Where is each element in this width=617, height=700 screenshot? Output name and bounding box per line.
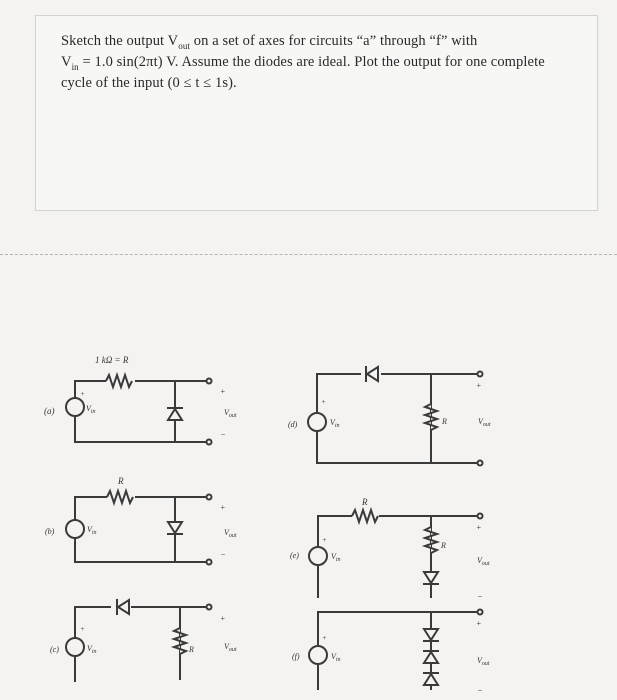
circuit-d-terminal-bottom bbox=[478, 461, 483, 466]
circuit-f-diode-2 bbox=[424, 652, 438, 663]
circuit-a-resistor bbox=[106, 375, 132, 387]
circuit-c-label: (c) bbox=[50, 645, 59, 654]
circuit-c-wire-top-left bbox=[75, 607, 111, 638]
circuit-a-vout-minus: – bbox=[221, 429, 225, 438]
circuit-e-resistor-side-label: R bbox=[441, 541, 446, 550]
circuit-c-resistor-label: R bbox=[189, 645, 194, 654]
circuit-e-vin-plus: + bbox=[322, 536, 327, 544]
circuit-c-source bbox=[66, 638, 84, 656]
circuit-a-vout-plus: + bbox=[220, 387, 226, 396]
circuit-c-vin: $V_{in}$ bbox=[87, 644, 97, 655]
circuit-f-diode-1 bbox=[424, 629, 438, 640]
circuit-a-source bbox=[66, 398, 84, 416]
circuit-b-diode bbox=[168, 522, 182, 533]
circuit-f-vin: $V_{in}$ bbox=[331, 652, 341, 663]
vout-subscript: out bbox=[178, 41, 191, 51]
circuit-d bbox=[308, 366, 483, 466]
circuit-c-vin-plus: + bbox=[80, 625, 85, 633]
circuit-e-labels bbox=[290, 497, 490, 600]
circuit-f-wire-top bbox=[318, 612, 480, 645]
question-text-1b: on a set of axes for circuits “a” through “f” with bbox=[190, 33, 478, 49]
circuit-e-vout-minus: – bbox=[478, 591, 482, 600]
circuit-d-resistor-label: R bbox=[442, 417, 447, 426]
circuit-d-vin-plus: + bbox=[321, 398, 326, 406]
circuit-e-terminal-top bbox=[478, 514, 483, 519]
circuit-b-resistor bbox=[107, 491, 133, 503]
circuit-d-vin: $V_{in}$ bbox=[330, 418, 340, 429]
circuit-b-terminal-top bbox=[207, 495, 212, 500]
question-text-2b: = 1.0 sin(2πt) V. Assume the diodes are ideal. Plot the output for one complete bbox=[78, 54, 545, 70]
circuit-f-vout-plus: + bbox=[476, 619, 482, 628]
circuit-e-vin: $V_{in}$ bbox=[331, 552, 341, 563]
circuit-f-source bbox=[309, 646, 327, 664]
circuit-a-resistor-label: 1 kΩ = R bbox=[95, 355, 129, 365]
circuit-a-vout: $V_{out}$ bbox=[224, 408, 237, 419]
circuit-e-resistor-top-label: R bbox=[362, 497, 368, 507]
circuit-f-label: (f) bbox=[292, 652, 300, 661]
circuit-a-labels bbox=[44, 355, 237, 438]
circuit-d-vout: $V_{out}$ bbox=[478, 417, 491, 428]
circuit-b-terminal-bottom bbox=[207, 560, 212, 565]
circuit-f-vout-minus: – bbox=[478, 685, 482, 694]
circuit-e-resistor-top bbox=[352, 510, 378, 522]
circuit-d-wire-bottom bbox=[317, 432, 480, 463]
circuit-b-vout-minus: – bbox=[221, 549, 225, 558]
circuit-f-diode-3 bbox=[424, 674, 438, 685]
circuit-e-resistor-side bbox=[425, 527, 437, 553]
circuit-b-labels bbox=[45, 476, 237, 558]
circuit-b-vin: $V_{in}$ bbox=[87, 525, 97, 536]
circuit-d-label: (d) bbox=[288, 420, 298, 429]
circuit-b-vout-plus: + bbox=[220, 503, 226, 512]
circuit-f-labels bbox=[292, 619, 490, 694]
circuit-c-terminal-top bbox=[207, 605, 212, 610]
circuit-e-label: (e) bbox=[290, 551, 299, 560]
circuit-b-wire-top-left bbox=[75, 497, 107, 520]
circuit-e-diode bbox=[424, 572, 438, 583]
question-text-1a: Sketch the output V bbox=[61, 33, 179, 49]
circuit-e-source bbox=[309, 547, 327, 565]
circuit-a-label: (a) bbox=[44, 406, 55, 416]
circuit-d-vout-plus: + bbox=[476, 381, 482, 390]
circuit-b-source bbox=[66, 520, 84, 538]
circuit-d-terminal-top bbox=[478, 372, 483, 377]
circuit-a-diode bbox=[168, 409, 182, 420]
circuit-b-resistor-label: R bbox=[118, 476, 124, 486]
circuit-f-vin-plus: + bbox=[322, 634, 327, 642]
circuit-b-label: (b) bbox=[45, 527, 55, 536]
circuit-c-diode bbox=[118, 600, 129, 614]
vin-subscript: in bbox=[71, 62, 79, 72]
question-line-3: cycle of the input (0 ≤ t ≤ 1s). bbox=[61, 75, 237, 91]
circuit-b-vout: $V_{out}$ bbox=[224, 528, 237, 539]
circuit-d-labels bbox=[288, 381, 491, 429]
circuit-a-vin: $V_{in}$ bbox=[86, 404, 96, 415]
vin-symbol: V bbox=[61, 54, 72, 70]
circuit-e-vout-plus: + bbox=[476, 523, 482, 532]
circuit-c-vout-plus: + bbox=[220, 614, 226, 623]
circuit-c bbox=[66, 599, 212, 682]
circuit-d-diode bbox=[367, 367, 378, 381]
circuit-f bbox=[309, 610, 483, 691]
circuit-a-vin-plus: + bbox=[80, 390, 85, 398]
circuit-a-wire-bottom bbox=[75, 416, 209, 442]
circuit-f-vout: $V_{out}$ bbox=[477, 656, 490, 667]
circuit-a-terminal-top bbox=[207, 379, 212, 384]
circuit-d-resistor bbox=[425, 404, 437, 430]
circuit-f-terminal-top bbox=[478, 610, 483, 615]
circuit-d-source bbox=[308, 413, 326, 431]
circuit-a-terminal-bottom bbox=[207, 440, 212, 445]
circuit-c-vout: $V_{out}$ bbox=[224, 642, 237, 653]
circuit-c-labels bbox=[50, 614, 237, 655]
circuit-b-wire-bottom bbox=[75, 538, 209, 562]
circuit-e-vout: $V_{out}$ bbox=[477, 556, 490, 567]
circuit-c-resistor bbox=[174, 628, 186, 654]
circuit-d-wire-top-left bbox=[317, 374, 361, 412]
